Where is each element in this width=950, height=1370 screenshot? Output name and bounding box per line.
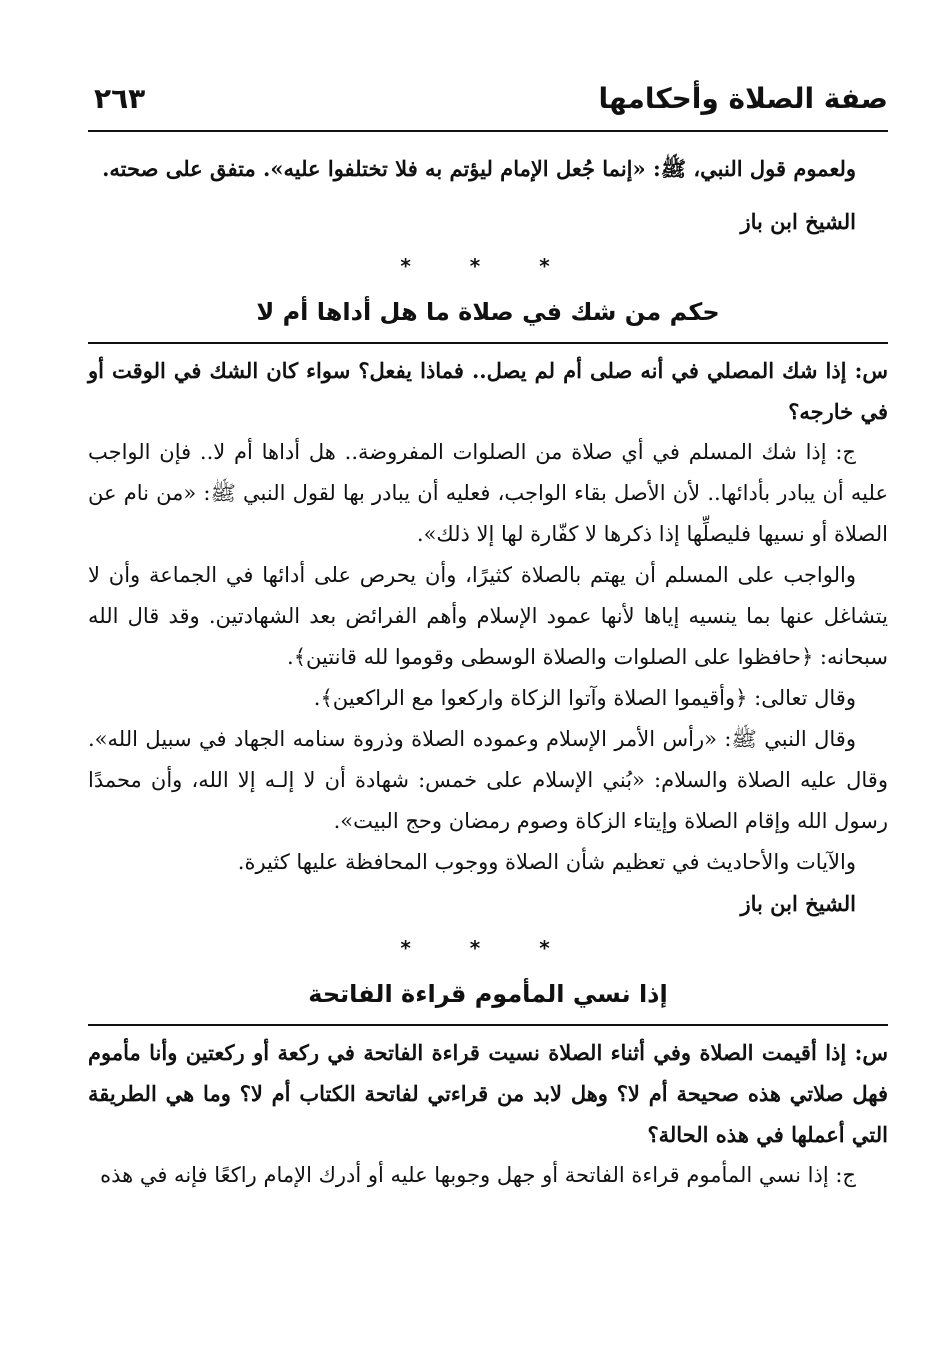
section-title-forgot-fatiha: إذا نسي المأموم قراءة الفاتحة [308, 980, 668, 1008]
running-header [88, 80, 888, 140]
answer-doubt-prayer: ج: إذا شك المسلم في أي صلاة من الصلوات المفروضة.. هل أداها أم لا.. فإن الواجب عليه أن يبادر بأدائها.. لأن الأصل بقاء الواجب، فعليه أن يبادر بها لقول النبي ﷺ: «من نام عن الصلاة أو نسيها فليصلِّها إذا ذكرها لا كفّارة لها إلا ذلك». [88, 440, 888, 546]
section-title-doubt-prayer: حكم من شك في صلاة ما هل أداها أم لا [256, 298, 720, 326]
book-page [88, 80, 888, 1196]
signature-ibn-baz-1: الشيخ ابن باز [740, 209, 856, 234]
section-rule [88, 1024, 888, 1026]
section-rule [88, 342, 888, 344]
paragraph-hadith-pillars: وقال النبي ﷺ: «رأس الأمر الإسلام وعموده الصلاة وذروة سنامه الجهاد في سبيل الله». وقال عليه الصلاة والسلام: «بُني الإسلام على خمس: شهادة أن لا إلـه إلا الله، وأن محمدًا رسول الله وإقام الصلاة وإيتاء الزكاة وصوم رمضان وحج البيت». [88, 727, 888, 833]
section-separator-stars: * * * [400, 254, 576, 278]
question-forgot-fatiha: س: إذا أقيمت الصلاة وفي أثناء الصلاة نسيت قراءة الفاتحة في ركعة أو ركعتين وأنا مأموم فهل صلاتي هذه صحيحة أم لا؟ وهل لابد من قراءتي لفاتحة الكتاب أم لا؟ وما هي الطريقة التي أعملها في هذه الحالة؟ [88, 1040, 888, 1147]
paragraph-obligation: والواجب على المسلم أن يهتم بالصلاة كثيرًا، وأن يحرص على أدائها في الجماعة وأن لا يتشاغل عنها بما ينسيه إياها لأنها عمود الإسلام وأهم الفرائض بعد الشهادتين. وقد قال الله سبحانه: ﴿حافظوا على الصلوات والصلاة الوسطى وقوموا لله قانتين﴾. [88, 563, 888, 669]
header-rule [88, 130, 888, 132]
section-separator-stars: * * * [400, 936, 576, 960]
paragraph-conclusion: والآيات والأحاديث في تعظيم شأن الصلاة ووجوب المحافظة عليها كثيرة. [237, 850, 856, 874]
question-doubt-prayer: س: إذا شك المصلي في أنه صلى أم لم يصل.. فماذا يفعل؟ سواء كان الشك في الوقت أو في خارجه؟ [88, 358, 888, 424]
signature-ibn-baz-2: الشيخ ابن باز [740, 891, 856, 916]
paragraph-hadith-imam: ولعموم قول النبي، ﷺ: «إنما جُعل الإمام ليؤتم به فلا تختلفوا عليه». متفق على صحته. [102, 156, 856, 181]
answer-forgot-fatiha: ج: إذا نسي المأموم قراءة الفاتحة أو جهل وجوبها عليه أو أدرك الإمام راكعًا فإنه في هذه [100, 1163, 856, 1187]
running-title: صفة الصلاة وأحكامها [598, 82, 888, 115]
paragraph-quran-verse: وقال تعالى: ﴿وأقيموا الصلاة وآتوا الزكاة واركعوا مع الراكعين﴾. [313, 686, 856, 710]
page-number: ٢٦٣ [94, 82, 146, 115]
